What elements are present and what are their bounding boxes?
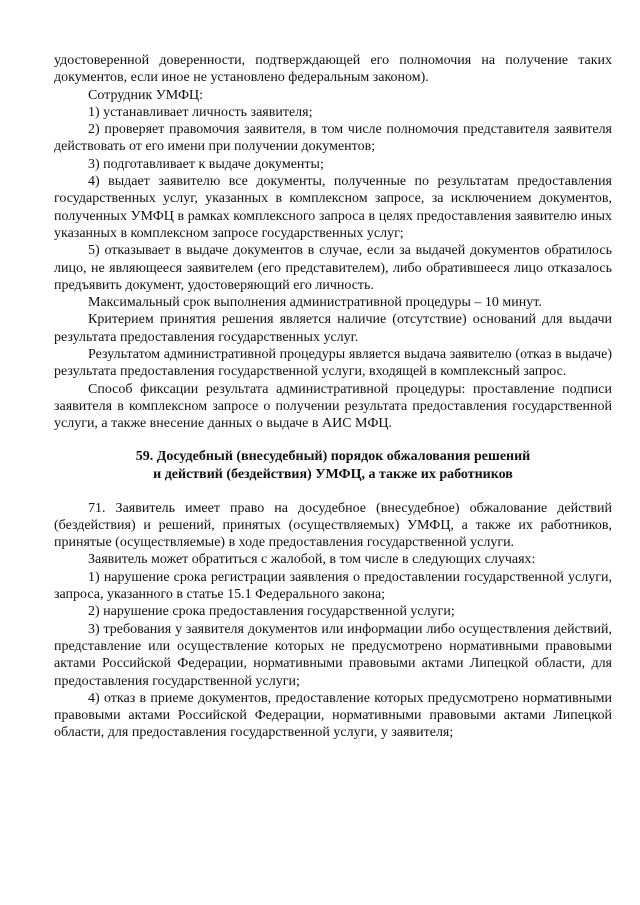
list-item: 2) проверяет правомочия заявителя, в том числе полномочия представителя заявителя действовать от его имени при получении документов; <box>54 122 612 155</box>
section-heading <box>54 448 612 484</box>
section-heading-line-2: и действий (бездействия) УМФЦ, а также их работников <box>153 466 513 482</box>
list-item: 1) нарушение срока регистрации заявления о предоставлении государственной услуги, запроса, указанного в статье 15.1 Федерального закона; <box>54 569 612 603</box>
paragraph: 71. Заявитель имеет право на досудебное (внесудебное) обжалование действий (бездействия) и решений, принятых (осуществляемых) УМФЦ, а также их работников, принятые (осуществляемые) в ходе предоставления государственной услуги. <box>54 500 612 551</box>
paragraph: удостоверенной доверенности, подтверждающей его полномочия на получение таких документов, если иное не установлено федеральным законом). <box>54 53 612 86</box>
list-item: 3) подготавливает к выдаче документы; <box>88 156 324 172</box>
bottom-text-block <box>54 500 612 742</box>
paragraph: Критерием принятия решения является наличие (отсутствие) оснований для выдачи результата предоставления государственных услуг. <box>54 312 612 345</box>
list-item: 4) отказ в приеме документов, предоставление которых предусмотрено нормативными правовыми актами Российской Федерации, нормативными правовыми актами Липецкой области, для предоставления государственной услуги, у заявителя; <box>54 690 612 741</box>
paragraph: Заявитель может обратиться с жалобой, в том числе в следующих случаях: <box>88 552 536 568</box>
list-item: 5) отказывает в выдаче документов в случае, если за выдачей документов обратилось лицо, не являющееся заявителем (его представителем), либо обратившееся лицо отказалось предъявить документ, удостоверяющий его личность. <box>54 243 612 293</box>
section-heading-line-1: 59. Досудебный (внесудебный) порядок обжалования решений <box>135 448 531 464</box>
list-item: 3) требования у заявителя документов или информации либо осуществления действий, представление или осуществление которых не предусмотрено нормативными правовыми актами Российской Федерации, нормативными правовыми актами Липецкой области, для предоставления государственной услуги; <box>54 621 612 689</box>
list-item: 4) выдает заявителю все документы, полученные по результатам предоставления государственных услуг, указанных в комплексном запросе, за исключением документов, полученных УМФЦ в рамках комплексного запроса в целях предоставления заявителю иных указанных в комплексном запросе государственных услуг; <box>54 174 612 241</box>
paragraph: Результатом административной процедуры является выдача заявителю (отказ в выдаче) результата предоставления государственной услуги, входящей в комплексный запрос. <box>54 347 612 380</box>
list-item: 1) устанавливает личность заявителя; <box>88 104 313 120</box>
paragraph: Максимальный срок выполнения административной процедуры – 10 минут. <box>88 295 542 311</box>
paragraph: Сотрудник УМФЦ: <box>88 87 204 103</box>
document-page <box>54 52 612 742</box>
list-item: 2) нарушение срока предоставления государственной услуги; <box>88 604 455 620</box>
paragraph: Способ фиксации результата административной процедуры: проставление подписи заявителя в комплексном запросе о получении результата предоставления государственной услуги, а также внесение данных о выдаче в АИС МФЦ. <box>54 381 612 432</box>
top-text-block <box>54 52 612 433</box>
